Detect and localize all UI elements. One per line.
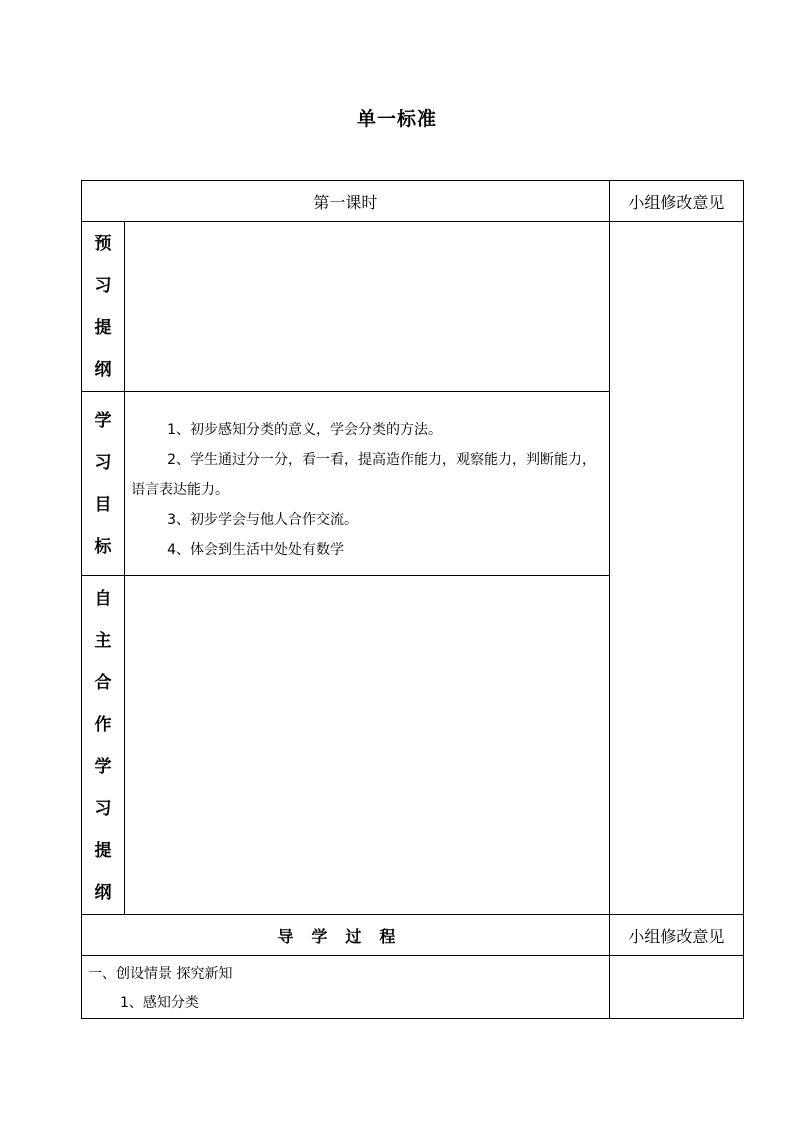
guide-feedback-header: 小组修改意见 xyxy=(609,915,743,956)
subsection-heading: 1、感知分类 xyxy=(120,995,199,1011)
label-char: 纲 xyxy=(94,883,112,903)
label-char: 提 xyxy=(94,841,112,861)
preview-label xyxy=(82,222,125,392)
coop-content xyxy=(125,576,610,915)
label-char: 主 xyxy=(94,631,112,651)
label-char: 目 xyxy=(94,495,112,515)
coop-label xyxy=(82,576,125,915)
section-heading: 一、创设情景 探究新知 xyxy=(88,966,233,982)
label-char: 作 xyxy=(94,715,112,735)
feedback-column xyxy=(609,222,743,915)
lesson-plan-table xyxy=(81,180,744,1019)
label-char: 合 xyxy=(94,673,112,693)
goal-item: 1、初步感知分类的意义，学会分类的方法。 xyxy=(167,422,442,438)
label-char: 纲 xyxy=(94,360,112,380)
label-char: 习 xyxy=(94,276,112,296)
table-header-row xyxy=(82,181,744,222)
guide-feedback-cell xyxy=(609,956,743,1019)
label-char: 自 xyxy=(94,589,112,609)
page-title: 单一标准 xyxy=(356,108,437,130)
label-char: 习 xyxy=(94,453,112,473)
lesson-header: 第一课时 xyxy=(82,181,610,222)
preview-row xyxy=(82,222,744,392)
label-char: 预 xyxy=(94,234,112,254)
goals-label xyxy=(82,392,125,576)
preview-content xyxy=(125,222,610,392)
guide-content xyxy=(82,956,610,1019)
label-char: 学 xyxy=(94,757,112,777)
guide-content-row xyxy=(82,956,744,1019)
label-char: 标 xyxy=(94,537,112,557)
label-char: 习 xyxy=(94,799,112,819)
feedback-header: 小组修改意见 xyxy=(609,181,743,222)
guide-header: 导学过程 xyxy=(82,915,610,956)
label-char: 提 xyxy=(94,318,112,338)
goal-item: 3、初步学会与他人合作交流。 xyxy=(167,512,358,528)
label-char: 学 xyxy=(94,411,112,431)
goal-item: 4、体会到生活中处处有数学 xyxy=(167,542,344,558)
goal-item: 2、学生通过分一分，看一看，提高造作能力，观察能力，判断能力，语言表达能力。 xyxy=(131,452,596,498)
goals-content xyxy=(125,392,610,576)
guide-header-row xyxy=(82,915,744,956)
